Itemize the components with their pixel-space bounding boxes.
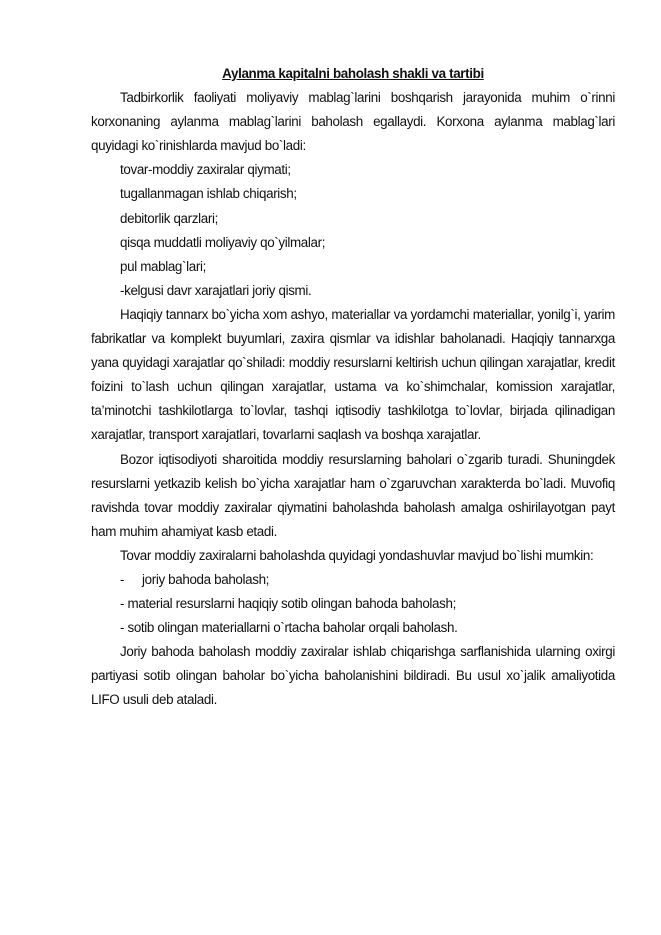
approach-text: joriy bahoda baholash; bbox=[142, 571, 270, 587]
list-item: qisqa muddatli moliyaviy qo`yilmalar; bbox=[120, 234, 326, 250]
market-paragraph: Bozor iqtisodiyoti sharoitida moddiy resurslarning baholari o`zgarib turadi. Shuningdek resurslarni yetkazib kelish bo`yicha xarajatlar ham o`zgaruvchan xarakterda bo`ladi. Muvofiq ravishda tovar moddiy zaxiralar qiymatini baholashda baholash amalga oshirilayotgan payt ham muhim ahamiyat kasb etadi. bbox=[91, 451, 615, 539]
list-item: tovar-moddiy zaxiralar qiymati; bbox=[120, 162, 291, 178]
intro-paragraph: Tadbirkorlik faoliyati moliyaviy mablag`larini boshqarish jarayonida muhim o`rinni korxonaning aylanma mablag`larini baholash egallaydi. Korxona aylanma mablag`lari quyidagi ko`rinishlarda mavjud bo`ladi: bbox=[91, 90, 615, 154]
list-item: debitorlik qarzlari; bbox=[120, 210, 218, 226]
approach-item bbox=[91, 616, 615, 640]
document-page bbox=[91, 62, 615, 713]
document-title: Aylanma kapitalni baholash shakli va tartibi bbox=[222, 66, 484, 81]
list-item: tugallanmagan ishlab chiqarish; bbox=[120, 186, 297, 202]
approach-item bbox=[91, 568, 615, 592]
cost-paragraph: Haqiqiy tannarx bo`yicha xom ashyo, materiallar va yordamchi materiallar, yonilg`i, yarim fabrikatlar va komplekt buyumlari, zaxira qismlar va idishlar baholanadi. Haqiqiy tannarxga yana quyidagi xarajatlar qo`shiladi: moddiy resurslarni keltirish uchun qilingan xarajatlar, kredit foizini to`lash uchun qilingan xarajatlar, ustama va ko`shimchalar, komission xarajatlar, ta’minotchi tashkilotlarga to`lovlar, tashqi iqtisodiy tashkilotga to`lovlar, birjada qilinadigan xarajatlar, transport xarajatlari, tovarlarni saqlash va boshqa xarajatlar. bbox=[91, 306, 615, 443]
approach-item bbox=[91, 592, 615, 616]
list-item: -kelgusi davr xarajatlari joriy qismi. bbox=[120, 282, 312, 298]
dash-marker: - bbox=[120, 571, 125, 587]
list-item: pul mablag`lari; bbox=[120, 258, 206, 274]
approach-text: - sotib olingan materiallarni o`rtacha baholar orqali baholash. bbox=[120, 620, 458, 636]
final-paragraph: Joriy bahoda baholash moddiy zaxiralar ishlab chiqarishga sarflanishida ularning oxirgi partiyasi sotib olingan baholar bo`yicha baholanishini bildiradi. Bu usul xo`jalik amaliyotida LIFO usuli deb ataladi. bbox=[91, 644, 615, 708]
approach-text: - material resurslarni haqiqiy sotib olingan bahoda baholash; bbox=[120, 596, 456, 612]
approaches-intro-paragraph: Tovar moddiy zaxiralarni baholashda quyidagi yondashuvlar mavjud bo`lishi mumkin: bbox=[120, 547, 594, 563]
